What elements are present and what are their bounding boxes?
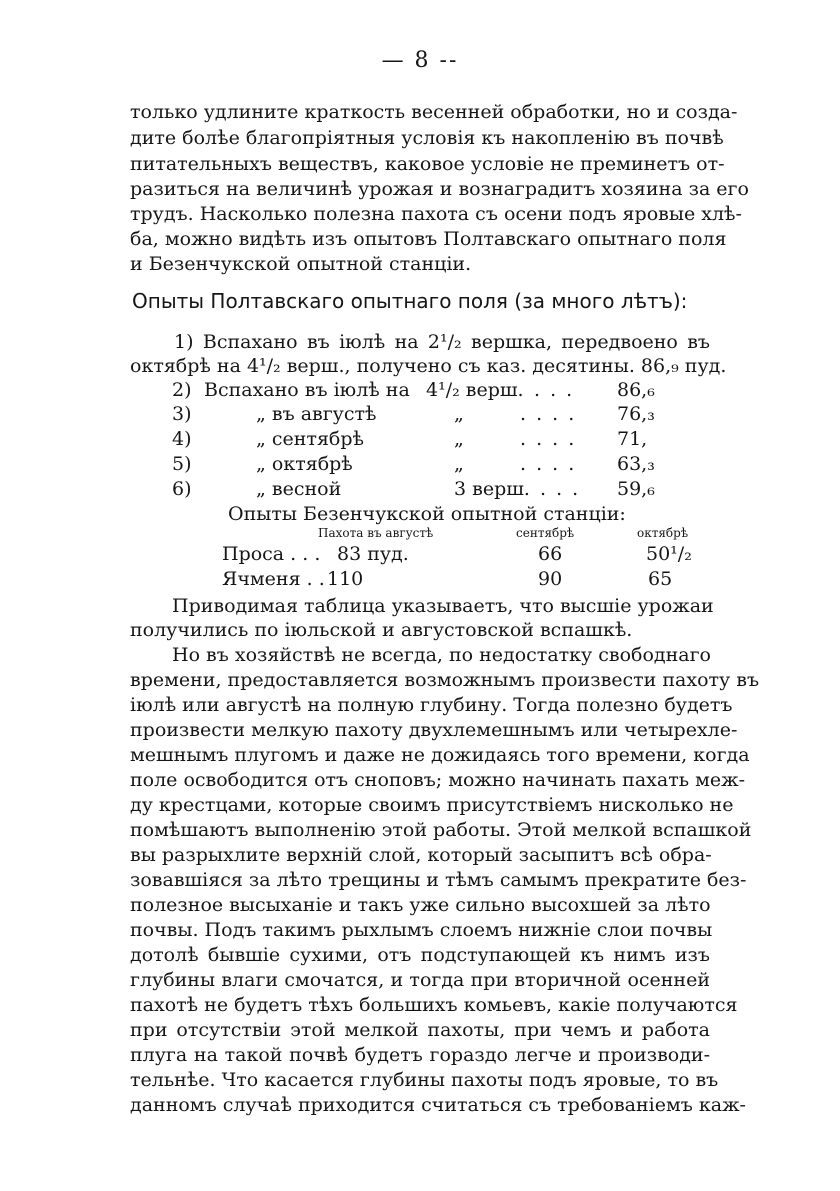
text-line: при отсутствіи этой мелкой пахоты, при чемъ и работа xyxy=(130,1019,710,1041)
text-line: Но въ хозяйствѣ не всегда, по недостатку свободнаго xyxy=(172,644,711,666)
text-line: только удлините краткость весенней обработки, но и созда- xyxy=(130,101,738,123)
experiment-number: 3) xyxy=(172,403,192,425)
experiment-number: 5) xyxy=(172,453,192,475)
experiment-method: Вспахано въ іюлѣ на xyxy=(204,379,410,401)
text-line: пахотѣ не будетъ тѣхъ большихъ комьевъ, какіе получаются xyxy=(130,994,738,1016)
leader-dots: . . . xyxy=(534,379,575,401)
experiment-depth: 4¹/₂ верш. xyxy=(426,379,524,401)
experiment-depth: „ xyxy=(454,428,464,450)
experiment-depth: 3 верш. xyxy=(454,478,530,500)
leader-dots: . . . . xyxy=(520,453,577,475)
text-line: полезное высыханіе и такъ уже сильно высохшей за лѣто xyxy=(130,894,711,916)
text-line: ба, можно видѣть изъ опытовъ Полтавскаго опытнаго поля xyxy=(130,228,727,250)
text-line: помѣшаютъ выполненію этой работы. Этой мелкой вспашкой xyxy=(130,819,752,841)
yield-september: 90 xyxy=(538,568,563,590)
experiment-yield: 59,₆ xyxy=(617,478,655,500)
experiment-1-line-2: октябрѣ на 4¹/₂ верш., получено съ каз. десятины. 86,₉ пуд. xyxy=(130,355,727,377)
text-line: получились по іюльской и августовской вспашкѣ. xyxy=(130,619,633,641)
experiment-number: 4) xyxy=(172,428,192,450)
text-line: времени, предоставляется возможнымъ произвести пахоту въ xyxy=(130,669,760,691)
experiment-depth: „ xyxy=(454,403,464,425)
column-header-august: Пахота въ августѣ xyxy=(318,526,434,540)
yield-august: 83 пуд. xyxy=(337,543,409,565)
yield-august: 110 xyxy=(327,568,364,590)
experiment-yield: 63,₃ xyxy=(617,453,655,475)
text-line: мешнымъ плугомъ и даже не дожидаясь того времени, когда xyxy=(130,744,750,766)
text-line: почвы. Подъ такимъ рыхлымъ слоемъ нижніе слои почвы xyxy=(130,919,713,941)
text-line: плуга на такой почвѣ будетъ гораздо легче и производи- xyxy=(130,1044,710,1066)
leader-dots: . . . xyxy=(540,478,581,500)
text-line: трудъ. Насколько полезна пахота съ осени подъ яровые хлѣ- xyxy=(130,203,742,225)
experiment-yield: 76,₃ xyxy=(617,403,655,425)
text-line: и Безенчукской опытной станціи. xyxy=(130,253,472,275)
leader-dots: . . . . xyxy=(520,428,577,450)
text-line: ду крестцами, которые своимъ присутствіемъ нисколько не xyxy=(130,794,734,816)
crop-name: Ячменя . . xyxy=(222,568,325,590)
page-number: — 8 -- xyxy=(381,48,459,73)
text-line: произвести мелкую пахоту двухлемешнымъ или четырехле- xyxy=(130,719,738,741)
poltava-heading: Опыты Полтавскаго опытнаго поля (за много лѣтъ): xyxy=(132,289,688,313)
text-line: поле освободится отъ сноповъ; можно начинать пахать меж- xyxy=(130,769,746,791)
yield-october: 65 xyxy=(648,568,673,590)
leader-dots: . . . . xyxy=(520,403,577,425)
text-line: дите болѣе благопріятныя условія къ накопленію въ почвѣ xyxy=(130,127,724,149)
experiment-method: „ въ августѣ xyxy=(256,403,377,425)
text-line: данномъ случаѣ приходится считаться съ требованіемъ каж- xyxy=(130,1094,746,1116)
experiment-yield: 86,₆ xyxy=(617,379,655,401)
text-line: зовавшіяся за лѣто трещины и тѣмъ самымъ прекратите без- xyxy=(130,869,747,891)
text-line: разиться на величинѣ урожая и вознаградитъ хозяина за его xyxy=(130,178,749,200)
experiment-method: „ весной xyxy=(256,478,342,500)
column-header-september: сентябрѣ xyxy=(516,526,575,540)
text-line: вы разрыхлите верхній слой, который засыпитъ всѣ обра- xyxy=(130,844,712,866)
text-line: дотолѣ бывшіе сухими, отъ подступающей къ нимъ изъ xyxy=(130,944,710,966)
experiment-number: 6) xyxy=(172,478,192,500)
experiment-depth: „ xyxy=(454,453,464,475)
text-line: іюлѣ или августѣ на полную глубину. Тогда полезно будетъ xyxy=(130,694,733,716)
experiment-number: 2) xyxy=(172,379,192,401)
yield-september: 66 xyxy=(538,543,563,565)
experiment-method: „ октябрѣ xyxy=(256,453,353,475)
column-header-october: октябрѣ xyxy=(637,526,689,540)
text-line: глубины влаги смочатся, и тогда при вторичной осенней xyxy=(130,969,710,991)
experiment-method: „ сентябрѣ xyxy=(256,428,364,450)
experiment-yield: 71, xyxy=(617,428,648,450)
text-line: питательныхъ веществъ, каковое условіе не преминетъ от- xyxy=(130,153,725,175)
text-line: тельнѣе. Что касается глубины пахоты подъ яровые, то въ xyxy=(130,1069,719,1091)
yield-october: 50¹/₂ xyxy=(646,543,692,565)
bezenchuk-heading: Опыты Безенчукской опытной станціи: xyxy=(228,503,626,525)
experiment-1-line-1: 1) Вспахано въ іюлѣ на 2¹/₂ вершка, передвоено въ xyxy=(174,331,710,353)
text-line: Приводимая таблица указываетъ, что высшіе урожаи xyxy=(172,595,714,617)
crop-name: Проса . . . xyxy=(222,543,321,565)
